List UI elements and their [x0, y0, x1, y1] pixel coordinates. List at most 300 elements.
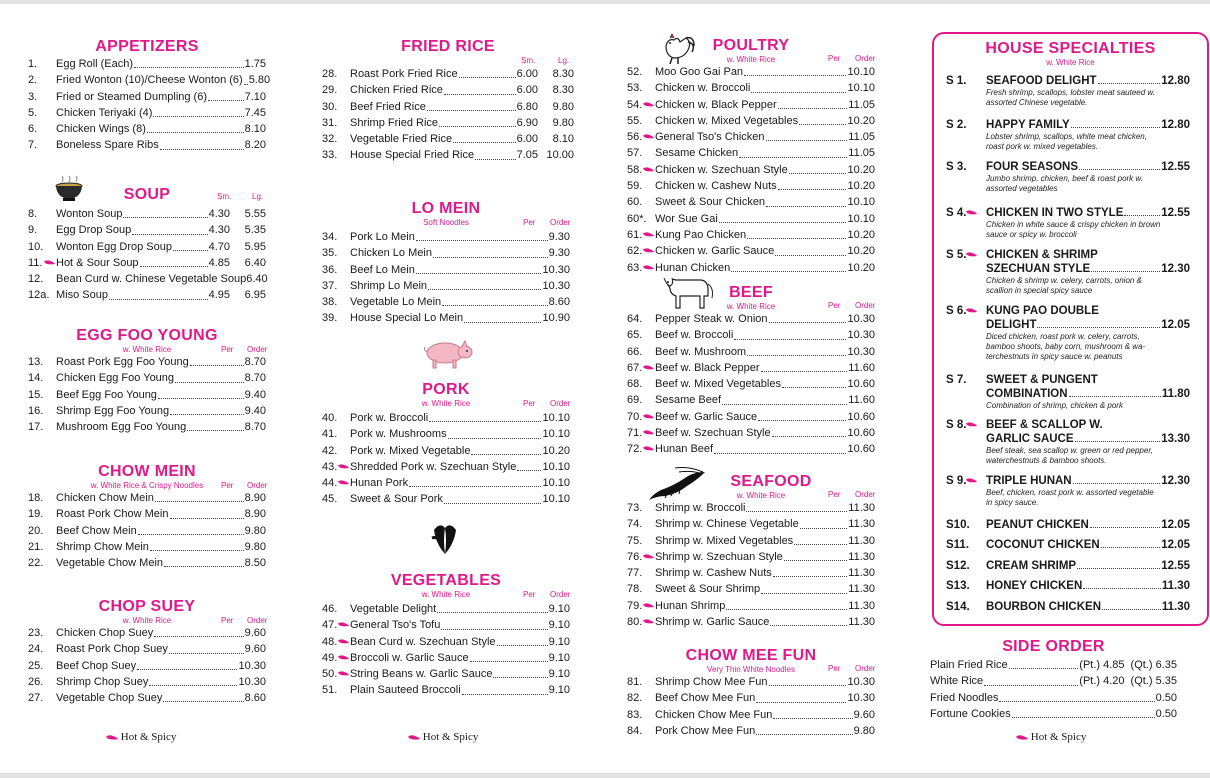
item-name: Moo Goo Gai Pan: [655, 66, 744, 78]
leader-dots: [773, 576, 848, 577]
item-number: 19.: [28, 508, 44, 521]
item-price-large: 5.55: [244, 208, 266, 220]
item-name: Roast Pork Chow Mein: [56, 508, 169, 521]
menu-item: [627, 227, 875, 243]
specialty-name: FOUR SEASONS: [986, 161, 1079, 173]
item-number: 80.: [627, 614, 655, 630]
item-price: 8.60: [244, 692, 266, 705]
specialty-line: [946, 538, 1190, 552]
specialty-price: 12.05: [1161, 519, 1190, 531]
menu-item: [627, 598, 875, 614]
item-name: Sweet & Sour Pork: [350, 493, 443, 506]
menu-item: [627, 194, 875, 210]
section-title: POULTRY: [712, 37, 790, 54]
item-name: Shrimp Fried Rice: [350, 116, 439, 129]
menu-item: [28, 105, 266, 121]
leader-dots: [459, 77, 516, 78]
item-price: 10.60: [847, 443, 875, 456]
leader-dots: [134, 67, 244, 68]
menu-item: [930, 673, 1177, 689]
chili-pepper-icon: [643, 364, 654, 370]
leader-dots: [448, 438, 542, 439]
item-name: Shrimp Chop Suey: [56, 675, 149, 688]
menu-item: [28, 89, 266, 105]
item-name: Chicken Fried Rice: [350, 84, 443, 97]
item-number: 30.: [322, 100, 338, 113]
item-price: 10.30: [847, 676, 875, 688]
item-price-large: 8.30: [552, 68, 574, 80]
item-number: 82.: [627, 692, 643, 705]
specialty-name-continued: [946, 387, 1190, 401]
item-name: Pork w. Broccoli: [350, 412, 429, 424]
section-title: SOUP: [123, 186, 171, 203]
item-number: 57.: [627, 147, 643, 160]
specialty-price: 12.80: [1161, 119, 1190, 131]
specialty-description: assorted Chinese vegetable.: [986, 98, 1088, 107]
item-number: 36.: [322, 263, 338, 276]
specialty-name: SWEET & PUNGENT: [986, 374, 1098, 386]
menu-item: [930, 706, 1177, 722]
menu-item: [322, 426, 570, 442]
leader-dots: [160, 149, 244, 150]
leader-dots: [761, 371, 848, 372]
item-number: 52.: [627, 66, 643, 78]
item-price: 10.20: [847, 180, 875, 193]
menu-item: [322, 634, 570, 650]
item-price: 8.70: [244, 421, 266, 434]
chili-pepper-icon: [643, 429, 654, 435]
col-per-header: Per: [221, 481, 234, 490]
col-small-header: Sm.: [521, 56, 536, 65]
item-price: 11.30: [848, 550, 875, 563]
menu-item: [28, 354, 266, 370]
item-name: Pork w. Mixed Vegetable: [350, 444, 471, 457]
specialty-name: PEANUT CHICKEN: [986, 519, 1089, 531]
menu-item: [627, 565, 875, 581]
leader-dots: [722, 404, 847, 405]
item-price: 10.60: [847, 378, 875, 391]
leader-dots: [175, 382, 244, 383]
menu-item: [627, 549, 875, 565]
section-title: VEGETABLES: [390, 572, 502, 589]
leader-dots: [744, 75, 846, 76]
specialty-price: 13.30: [1161, 433, 1190, 445]
specialty-description: Fresh shrimp, scallops, lobster meat sauteed w.: [986, 88, 1155, 97]
menu-item: [322, 131, 574, 147]
item-name: Kung Pao Chicken: [655, 228, 747, 241]
col-order-header: Order: [550, 399, 571, 408]
item-number: 40.: [322, 412, 338, 424]
chili-pepper-icon: [338, 463, 349, 469]
item-name: Chicken Teriyaki (4): [56, 106, 153, 119]
item-number: 2.: [28, 74, 38, 87]
item-name: Broccoli w. Garlic Sauce: [350, 651, 469, 664]
leader-dots: [778, 108, 848, 109]
item-name: Sesame Beef: [655, 394, 722, 407]
specialty-name-continued: [946, 262, 1190, 276]
menu-item: [28, 239, 266, 255]
section-subtitle: w. White Rice: [736, 491, 786, 500]
chili-pepper-icon: [643, 264, 654, 270]
leader-dots: [714, 453, 846, 454]
menu-item: [28, 641, 266, 657]
col-order-header: Order: [855, 54, 876, 63]
item-number: 12a.: [28, 289, 50, 302]
leader-dots: [517, 470, 541, 471]
item-number: 78.: [627, 583, 643, 596]
item-name: Chicken Wings (8): [56, 123, 146, 136]
specialty-price: 12.80: [1161, 75, 1190, 87]
chili-pepper-icon: [966, 477, 977, 483]
menu-item: [627, 441, 875, 457]
item-name: Egg Roll (Each): [56, 58, 134, 70]
item-price: 9.10: [548, 651, 570, 664]
item-name: Hunan Beef: [655, 443, 714, 456]
item-number: 39.: [322, 312, 338, 325]
leader-dots: [782, 387, 847, 388]
menu-item: [28, 271, 266, 287]
specialty-line: [946, 418, 1190, 432]
leader-dots: [462, 694, 548, 695]
menu-item: [627, 97, 875, 113]
leader-dots: [770, 625, 847, 626]
item-number: 7.: [28, 139, 38, 152]
section-subtitle: w. White Rice: [122, 616, 172, 625]
menu-item: [627, 674, 875, 690]
specialty-name-cont: DELIGHT: [986, 319, 1037, 331]
specialty-line: [946, 74, 1190, 88]
item-number: 26.: [28, 675, 44, 688]
section-pork: [322, 381, 570, 508]
item-name: Sweet & Sour Chicken: [655, 196, 766, 209]
item-number: 75.: [627, 534, 643, 547]
item-price: 5.80: [248, 74, 271, 87]
item-number: 25.: [28, 659, 44, 672]
item-number: 6.: [28, 123, 38, 136]
item-number: 56.: [627, 129, 655, 145]
item-name: Chicken w. Cashew Nuts: [655, 180, 777, 193]
leader-dots: [799, 124, 846, 125]
specialty-line: [946, 118, 1190, 132]
menu-item: [322, 601, 570, 617]
specialty-line: [946, 600, 1190, 614]
item-number: 64.: [627, 313, 643, 325]
leader-dots: [1009, 668, 1079, 669]
menu-item: [627, 211, 875, 227]
section-title: CHOW MEIN: [98, 463, 196, 480]
leader-dots: [150, 550, 244, 551]
leader-dots: [789, 173, 847, 174]
leader-dots: [433, 257, 548, 258]
menu-item: [28, 387, 266, 403]
section-vegetables: [322, 572, 570, 699]
menu-item: [627, 129, 875, 145]
item-price: 9.10: [548, 684, 570, 697]
specialty-name-cont: SZECHUAN STYLE: [986, 263, 1091, 275]
menu-item: [28, 625, 266, 641]
leader-dots: [778, 189, 847, 190]
item-name: Fortune Cookies: [930, 707, 1011, 720]
item-number: 14.: [28, 372, 44, 385]
leader-dots: [132, 234, 207, 235]
section-subtitle: w. White Rice & Crispy Noodles: [90, 481, 204, 490]
col-per-header: Per: [523, 218, 536, 227]
leader-dots: [761, 593, 847, 594]
item-number: 51.: [322, 684, 338, 697]
specialty-code: S10.: [946, 519, 970, 531]
specialty-price: 12.55: [1161, 161, 1190, 173]
item-price-small: 6.90: [516, 116, 538, 129]
menu-item: [322, 294, 570, 310]
item-price: 10.30: [238, 675, 266, 688]
item-number: 15.: [28, 388, 44, 401]
item-number: 5.: [28, 106, 38, 119]
item-name: String Beans w. Garlic Sauce: [350, 668, 493, 681]
item-name: Pork Lo Mein: [350, 231, 415, 243]
item-name: Chicken w. Black Pepper: [655, 98, 777, 111]
item-number: 63.: [627, 260, 655, 276]
item-number: 76.: [627, 549, 655, 565]
item-number: 23.: [28, 627, 44, 639]
leader-dots: [453, 142, 515, 143]
item-price: 9.10: [548, 668, 570, 681]
item-name: White Rice: [930, 675, 984, 688]
item-number: 54.: [627, 97, 655, 113]
leader-dots: [208, 100, 244, 101]
specialty-name-cont: COMBINATION: [986, 388, 1068, 400]
specialty-code: S14.: [946, 601, 970, 613]
specialty-line: [946, 579, 1190, 593]
menu-item: [322, 262, 570, 278]
menu-item: [28, 419, 266, 435]
leader-dots: [493, 677, 547, 678]
menu-item: [28, 674, 266, 690]
menu-item: [627, 516, 875, 532]
item-name: Beef w. Black Pepper: [655, 361, 760, 374]
menu-item: [627, 425, 875, 441]
specialty-line: [946, 160, 1190, 174]
item-number: 70.: [627, 409, 655, 425]
item-price: 10.30: [847, 345, 875, 358]
hot-spicy-legend: [408, 731, 478, 743]
item-price-small: 6.00: [516, 68, 538, 80]
item-number: 8.: [28, 208, 38, 220]
section-subtitle: w. White Rice: [421, 399, 471, 408]
specialty-code: S 7.: [946, 374, 967, 386]
item-price: 11.05: [848, 147, 875, 160]
section-subtitle: w. White Rice: [726, 55, 776, 64]
section-beef: [627, 284, 875, 458]
section-subtitle: w. White Rice: [1046, 58, 1095, 67]
item-price: 11.30: [848, 616, 875, 629]
menu-item: [322, 310, 570, 326]
item-number: 13.: [28, 356, 44, 368]
item-name: Beef Chow Mee Fun: [655, 692, 756, 705]
specialty-code: S12.: [946, 560, 970, 572]
menu-item: [627, 581, 875, 597]
item-name: Vegetable Delight: [350, 603, 437, 615]
leader-dots: [726, 609, 847, 610]
item-price: 9.30: [548, 247, 570, 260]
menu-item: [627, 533, 875, 549]
specialty-item: [946, 160, 1190, 194]
item-price: 11.30: [848, 583, 875, 596]
item-number: 72.: [627, 441, 655, 457]
item-name: Chicken Chow Mein: [56, 492, 154, 504]
section-subtitle: w. White Rice: [122, 345, 172, 354]
leader-dots: [442, 305, 547, 306]
item-name: Shrimp Lo Mein: [350, 279, 428, 292]
item-price-small: 4.95: [208, 289, 230, 302]
item-number: 32.: [322, 133, 338, 146]
item-name: Roast Pork Fried Rice: [350, 68, 458, 80]
menu-item: [28, 137, 266, 153]
item-number: 3.: [28, 90, 38, 103]
bok-choy-icon: [430, 520, 460, 561]
specialty-description: Diced chicken, roast pork w. celery, carrots,: [986, 332, 1140, 341]
menu-item: [322, 115, 574, 131]
item-number: 10.: [28, 240, 44, 253]
leader-dots: [187, 430, 243, 431]
col-large-header: Lg.: [252, 192, 264, 201]
leader-dots: [794, 544, 847, 545]
item-price-large: 9.80: [552, 100, 574, 113]
item-price-large: 6.40: [244, 256, 266, 269]
chili-pepper-icon: [643, 445, 654, 451]
menu-item: [322, 82, 574, 98]
item-price: 9.80: [244, 524, 266, 537]
leader-dots: [427, 110, 516, 111]
item-number: 44.: [322, 475, 350, 491]
specialty-description: scallion in special spicy sauce: [986, 286, 1093, 295]
chili-pepper-icon: [338, 654, 349, 660]
col-order-header: Order: [247, 345, 268, 354]
item-name: Beef Chow Mein: [56, 524, 137, 537]
specialty-name: HONEY CHICKEN: [986, 580, 1083, 592]
item-price: 0.50: [1155, 707, 1177, 720]
item-name: House Special Lo Mein: [350, 312, 464, 325]
specialty-code: S 9.: [946, 474, 986, 488]
specialty-name: CREAM SHRIMP: [986, 560, 1077, 572]
item-name: Wonton Soup: [56, 208, 123, 220]
item-price-small: 6.00: [516, 133, 538, 146]
leader-dots: [731, 271, 846, 272]
col-order-header: Order: [247, 616, 268, 625]
specialty-item: [946, 600, 1190, 614]
item-number: 46.: [322, 603, 338, 615]
item-name: Beef Fried Rice: [350, 100, 426, 113]
leader-dots: [409, 486, 541, 487]
item-number: 35.: [322, 247, 338, 260]
menu-item: [627, 707, 875, 723]
specialty-description: Chicken in white sauce & crispy chicken in brown: [986, 220, 1161, 229]
leader-dots: [1077, 568, 1160, 569]
section-title: HOUSE SPECIALTIES: [985, 40, 1156, 57]
chili-pepper-icon: [338, 479, 349, 485]
leader-dots: [138, 534, 244, 535]
item-number: 48.: [322, 634, 350, 650]
specialty-description: sauce or spicy w. broccoli: [986, 230, 1077, 239]
specialty-price: 12.05: [1161, 319, 1190, 331]
specialty-description: terchestnuts in spicy sauce w. peanuts: [986, 352, 1123, 361]
item-name: Shrimp w. Cashew Nuts: [655, 567, 772, 580]
menu-item: [930, 690, 1177, 706]
item-number: 11.: [28, 255, 56, 271]
menu-item: [322, 650, 570, 666]
item-name: Roast Pork Egg Foo Young: [56, 356, 189, 368]
item-number: 73.: [627, 502, 643, 514]
chili-pepper-icon: [643, 101, 654, 107]
chili-pepper-icon: [966, 209, 977, 215]
item-price: 10.30: [542, 279, 570, 292]
chili-pepper-icon: [643, 133, 654, 139]
item-number: 9.: [28, 224, 38, 237]
item-number: 41.: [322, 428, 338, 441]
menu-item: [322, 245, 570, 261]
specialty-item: [946, 538, 1190, 552]
leader-dots: [173, 250, 208, 251]
col-per-header: Per: [523, 590, 536, 599]
chili-pepper-icon: [338, 670, 349, 676]
leader-dots: [158, 398, 244, 399]
item-number: 49.: [322, 650, 350, 666]
leader-dots: [475, 159, 515, 160]
col-per-header: Per: [828, 54, 841, 63]
menu-item: [627, 690, 875, 706]
item-price: 11.30: [848, 518, 875, 531]
section-chow-mein: [28, 463, 266, 571]
specialty-price: 12.55: [1161, 207, 1190, 219]
item-number: 66.: [627, 345, 643, 358]
section-title: PORK: [422, 381, 470, 398]
item-price: 10.10: [542, 477, 570, 490]
section-title: SIDE ORDER: [1002, 638, 1105, 655]
leader-dots: [154, 636, 243, 637]
pig-icon: [421, 338, 473, 375]
item-number: 67.: [627, 360, 655, 376]
menu-item: [930, 657, 1177, 673]
menu-item: [28, 287, 266, 303]
section-title: APPETIZERS: [95, 38, 199, 55]
item-name: Fried or Steamed Dumpling (6): [56, 90, 208, 103]
item-number: 22.: [28, 557, 44, 570]
leader-dots: [1083, 588, 1161, 589]
item-number: 17.: [28, 421, 44, 434]
menu-item: [627, 376, 875, 392]
item-number: 43.: [322, 459, 350, 475]
specialty-line: [946, 518, 1190, 532]
item-price-large: 5.35: [244, 224, 266, 237]
leader-dots: [1069, 396, 1161, 397]
item-price: 8.90: [244, 508, 266, 521]
specialty-name: BEEF & SCALLOP W.: [986, 419, 1103, 431]
item-price-quart: (Qt.) 6.35: [1130, 659, 1177, 671]
leader-dots: [244, 84, 248, 85]
specialty-price: 12.05: [1161, 539, 1190, 551]
item-price: 11.60: [848, 361, 875, 374]
section-title: CHOW MEE FUN: [685, 647, 817, 664]
item-price: 11.30: [848, 534, 875, 547]
legend-label: Hot & Spicy: [120, 731, 177, 743]
leader-dots: [164, 566, 244, 567]
item-name: Plain Sauteed Broccoli: [350, 684, 461, 697]
item-name: Hot & Sour Soup: [56, 256, 139, 269]
item-price: 9.40: [244, 388, 266, 401]
item-name: Chicken w. Mixed Vegetables: [655, 114, 799, 127]
leader-dots: [1071, 127, 1161, 128]
item-number: 24.: [28, 643, 44, 656]
item-price-small: 4.85: [208, 256, 230, 269]
